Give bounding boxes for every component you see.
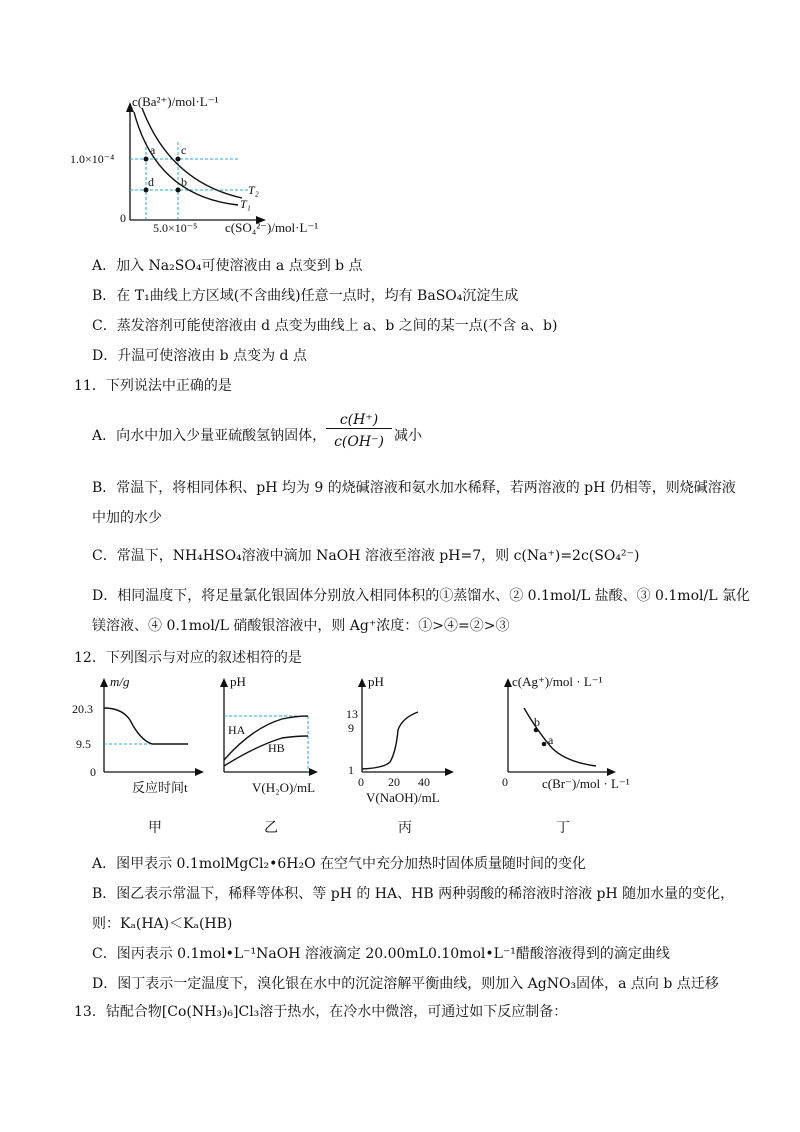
point-a: a bbox=[150, 143, 156, 157]
curve-t2: T₂ bbox=[248, 183, 259, 197]
q10-option-b: B．在 T₁曲线上方区域(不含曲线)任意一点时，均有 BaSO₄沉淀生成 bbox=[92, 288, 519, 304]
jia-y2: 9.5 bbox=[76, 737, 91, 751]
jia-ylabel: m/g bbox=[110, 674, 130, 689]
q12-option-b-line2: 则：Kₐ(HA)＜Kₐ(HB) bbox=[92, 916, 233, 932]
figure-jia bbox=[60, 672, 210, 836]
fig10-xtick: 5.0×10⁻⁵ bbox=[153, 221, 198, 235]
jia-xlabel: 反应时间t bbox=[132, 780, 188, 795]
yi-label-hb: HB bbox=[268, 741, 285, 755]
q11-fraction-numerator: c(H⁺) bbox=[326, 412, 392, 429]
jia-name: 甲 bbox=[148, 821, 162, 836]
ding-xlabel: c(Br⁻)/mol · L⁻¹ bbox=[542, 776, 630, 791]
ding-point-b: b bbox=[534, 715, 540, 729]
fig10-origin: 0 bbox=[120, 211, 126, 225]
ding-name: 丁 bbox=[556, 821, 570, 836]
jia-origin: 0 bbox=[90, 765, 96, 779]
fig10-ylabel: c(Ba²⁺)/mol·L⁻¹ bbox=[132, 94, 219, 109]
ding-ylabel: c(Ag⁺)/mol · L⁻¹ bbox=[512, 674, 603, 689]
q10-option-a: A．加入 Na₂SO₄可使溶液由 a 点变到 b 点 bbox=[92, 258, 363, 274]
q12-option-c: C．图丙表示 0.1mol•L⁻¹NaOH 溶液滴定 20.00mL0.10mol•L⁻¹醋酸溶液得到的滴定曲线 bbox=[92, 946, 670, 962]
ding-point-a: a bbox=[548, 733, 554, 747]
q12-option-a: A．图甲表示 0.1molMgCl₂•6H₂O 在空气中充分加热时固体质量随时间的变化 bbox=[92, 856, 587, 872]
q11-option-d-line2: 镁溶液、④ 0.1mol/L 硝酸银溶液中，则 Ag⁺浓度：①>④=②>③ bbox=[92, 618, 510, 634]
yi-name: 乙 bbox=[264, 821, 278, 836]
yi-ylabel: pH bbox=[230, 674, 246, 689]
q11-option-b-line1: B．常温下，将相同体积、pH 均为 9 的烧碱溶液和氨水加水稀释，若两溶液的 pH 仍相等，则烧碱溶液 bbox=[92, 480, 736, 496]
q12-option-b-line1: B．图乙表示常温下，稀释等体积、等 pH 的 HA、HB 两种弱酸的稀溶液时溶液 pH 随加水量的变化， bbox=[92, 886, 735, 902]
yi-label-ha: HA bbox=[228, 723, 246, 737]
fig10-ytick: 1.0×10⁻⁴ bbox=[70, 152, 115, 166]
figure-ding bbox=[496, 672, 666, 836]
point-c: c bbox=[181, 143, 187, 157]
q10-option-c: C．蒸发溶剂可能使溶液由 d 点变为曲线上 a、b 之间的某一点(不含 a、b) bbox=[92, 318, 558, 334]
bing-ylabel: pH bbox=[368, 674, 384, 689]
bing-name: 丙 bbox=[398, 821, 412, 836]
q10-option-d: D．升温可使溶液由 b 点变为 d 点 bbox=[92, 348, 307, 364]
q12-stem: 12．下列图示与对应的叙述相符的是 bbox=[74, 650, 302, 666]
q13-stem: 13．钴配合物[Co(NH₃)₆]Cl₃溶于热水，在冷水中微溶，可通过如下反应制备： bbox=[74, 1004, 568, 1020]
yi-xlabel: V(H₂O)/mL bbox=[252, 780, 316, 795]
q11-option-a-suffix: 减小 bbox=[394, 428, 422, 444]
bing-y13: 13 bbox=[346, 707, 358, 721]
q11-option-c: C．常温下，NH₄HSO₄溶液中滴加 NaOH 溶液至溶液 pH=7，则 c(Na⁺)=2c(SO₄²⁻) bbox=[92, 548, 640, 564]
q11-stem: 11．下列说法中正确的是 bbox=[74, 378, 232, 394]
fig10-xlabel: c(SO₄²⁻)/mol·L⁻¹ bbox=[225, 220, 319, 235]
q11-option-d-line1: D．相同温度下，将足量氯化银固体分别放入相同体积的①蒸馏水、② 0.1mol/L 盐酸、③ 0.1mol/L 氯化 bbox=[92, 588, 750, 604]
figure-ksp-baso4 bbox=[60, 90, 360, 240]
bing-x20: 20 bbox=[388, 775, 400, 789]
ding-origin: 0 bbox=[502, 775, 508, 789]
bing-y1: 1 bbox=[348, 763, 354, 777]
q11-option-a-prefix: A．向水中加入少量亚硫酸氢钠固体， bbox=[92, 428, 327, 444]
figure-bing bbox=[340, 672, 490, 836]
q11-option-b-line2: 中加的水少 bbox=[92, 510, 162, 526]
jia-y1: 20.3 bbox=[72, 702, 93, 716]
bing-x40: 40 bbox=[418, 775, 430, 789]
point-d: d bbox=[148, 175, 154, 189]
q12-option-d: D．图丁表示一定温度下，溴化银在水中的沉淀溶解平衡曲线，则加入 AgNO₃固体，a 点向 b 点迁移 bbox=[92, 976, 719, 992]
q11-fraction-denominator: c(OH⁻) bbox=[334, 434, 384, 450]
point-b: b bbox=[181, 175, 187, 189]
curve-t1: T₁ bbox=[240, 197, 251, 211]
bing-xlabel: V(NaOH)/mL bbox=[366, 790, 440, 805]
bing-y9: 9 bbox=[348, 721, 354, 735]
bing-x0: 0 bbox=[358, 775, 364, 789]
